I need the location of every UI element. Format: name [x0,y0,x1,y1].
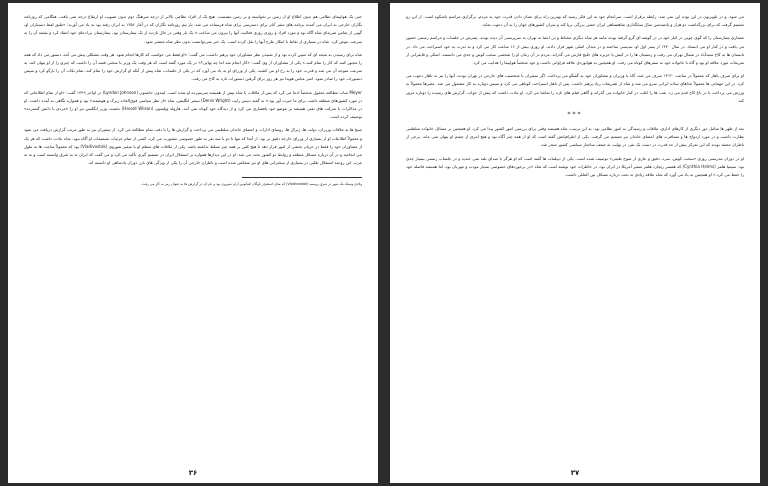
right-paragraph-3: او برای صرف ناهار که معمولاً در ساعت ۱۳:۳۰ صرف می شد، گاه با وزیران و مشاوران خود به گفتگو می پرداخت. اگر سفیران یا شخصیت های خارجی در تهران بودند، آنها را نیز به ناهار دعوت می کرد. در این مهمانی ها معمولاً غذاهای ساده ایرانی سرو می شد و شاه از تشریفات زیاد پرهیز داشت. پس از ناهار استراحت کوتاهی می کرد و سپس دوباره به کار مشغول می شد. عصرها معمولاً به ورزش می پرداخت یا در باغ کاخ قدم می زد. شب ها را اغلب در کنار خانواده می گذراند و گاهی فیلم های تازه را تماشا می کرد. او عادت داشت که پیش از خواب، گزارش های رسیده را دوباره مرور کند. [406,73,744,103]
left-paragraph-1: حتی یک هواپیمای نظامی هم بدون اطلاع او از زمین بر نخواسته و بر زمین ننشست. هیچ یک از افراد نظامی بالاتر از درجه سرهنگ دوم بدون تصویب او ارتقاع درجه نمی یافت. هنگامی که روزنامه نگاران خارجی به ایران می آمدند برنامه های سفر آنان برای دسترسی برای شاه فرستاده می شد. بار تیم روزنامه نگاران که در آغاز ۱۳۵۶ به ایران رفته بود به یاد می آورند: «طبق لفظ دستیاران او، گویی از تماس ضربه‌ای شاه آگاه بود و مورد افراد و روزی روزی فعالیت آنها را بیرون می ساخت.» یک بار وقتی در حال بازدید از یک بیمارستان بود، بیمارستان بی‌ادعای خود انتقاد کرد و نقشه آن را به سرعت عوض کرد. شاه در بسیاری از نقاط با ابتکار طرح آنها را نقل کرده است. یک خبر نمی‌توانست بدون نظر شاه منتشر شود. [24,14,363,44]
left-page [8,3,378,483]
section-separator: *** [567,111,583,119]
right-page [390,3,760,483]
page-number-right: ۳۷ [570,469,580,477]
left-paragraph-3: Meyer ساب مطالعه معقول شخصاً ادعا می کرد که پس از ملاقات با شاه بیش از همیشه سرسپرده او شده است. لیندون جانسون (Lyndon Johnson) در اواخر ۱۳۴۹ گفت: «او از تمام اطلاعاتی که در مورد کشورهای منطقه داشت برای ما حیرت آور بود.» به گفته دنیس رایت (Denis Wright) سفیر انگلیس، شاه «از نظر سیاسی فوق‌العاده زیرک و هوشمند» بود و همواره نگاهی به آینده داشت. او در مذاکرات با شرکت های نفتی همیشه بر موضع خود پافشاری می کرد و از دیدگاه خود کوتاه نمی آمد. هارولد ویلسون (Harold Wilson) نخست وزیر انگلیس نیز او را «مردی با دانش گسترده» توصیف کرده است. [24,89,362,120]
left-paragraph-2: شاه برای رسیدن به نتیجه ای که تعیین کرده بود و از شنیدن نظر مشاوران خود پرهیز داشت، می گفت: «او فقط می خواست که کارها انجام شود. هر وقت مشکلی پیش می آمد، دستور می داد که همه را مجبور کنند که کار را تمام کنند.» یکی از مشاوران از وی گفت: «کار انجام شد اما چه بهایی؟» در یک مورد گفته است که هر وقت یک وزیر با سختی قصد آن را داشت که چیزی را از او پنهان کند، به سرعت متوجه آن می شد و قدرت خود را به رخ او می کشید. یکی از وزرای او به یاد می آورد که در یکی از جلسات، شاه پیش از آنکه او گزارش خود را تمام کند، تمام نکات آن را بازگو کرد و سپس دستورات خود را صادر نمود. امیر عباس هویدا نیز هر روز برای گرفتن دستورات تازه به کاخ می رفت. [24,51,362,82]
left-paragraph-4: صبح ها به ملاقات وزیران، دولت ها، ژنرال ها، روسای ادارات و اعضای خاندان سلطنتی می پرداخت و گزارش ها را با دقت تمام مطالعه می کرد. از سفیران نیز به طور مرتب گزارش دریافت می نمود و معمولاً اطلاعات او از بسیاری از وزرای خارجه دقیق تر بود. از آنجا که تنها با دو یا سه نفر به طور خصوصی مشورت می کرد، کسی از تمام جزئیات تصمیمات او آگاه نبود. شاه عادت داشت که هر یک از مشاوران خود را فقط در جریان بخشی از امور قرار دهد تا هیچ کس بر همه چیز تسلط نداشته باشد. یکی از ملاقات های منظم او با سفیر شوروی (Vladivostok) بود که معمولاً ساعت ها به طول می انجامید و در آن درباره مسائل منطقه و روابط دو کشور بحث می شد. او در این دیدارها همواره بر استقلال ایران در تصمیم گیری تأکید می کرد و می گفت که ایران نه به شرق وابسته است و نه به غرب. این روحیه استقلال طلبی در بسیاری از سخنرانی های او نیز منعکس شده است و ناظران خارجی آن را یکی از ویژگی های بارز دوران پادشاهی او دانسته اند. [24,127,362,166]
right-paragraph-1: می شود. و در تلویزیون در این بوده این نمی شد. رابطه برقرار است. سرانجام خود به این فکر رسید که بهترین راه برای نشان دادن قدرت خود به مردم، برگزاری مراسم باشکوه است. از این رو تصمیم گرفت که برای بزرگداشت دو هزار و پانصدمین سال بنیانگذاری شاهنشاهی ایران جشن بزرگی برپا کند و سران کشورهای جهان را به آن دعوت نماید. [406,14,744,28]
footnote: ولادی وستک یک شهر در شرق روسیه (Vladivostok) که محل استقرار ناوگان اقیانوس آرام شوروی بود و نام آن در گزارش ها به عنوان رمز به کار می رفت. [141,182,362,187]
right-paragraph-4: بعد از ظهر ها شامل دور دیگری از کارهای اداری، ملاقات و رسیدگی به امور نظامی بود. به این ترتیب، شاه همیشه وقتی برای بررسی امور کشور پیدا می کرد. او همچنین بر مسائل خانواده سلطنتی نظارت داشت و در مورد ازدواج ها و مسافرت های اعضای خاندان نیز تصمیم می گرفت. یکی از اطرافیانش گفته است که او از همه چیز آگاه بود و هیچ امری از چشم او پنهان نمی ماند. برخی از ناظران معتقد بودند که این تمرکز بیش از حد قدرت در دست یک نفر، در نهایت به ضعف ساختار سیاسی کشور منجر شد. [406,126,744,148]
right-paragraph-2: معماری تیمارستان را که گوی چوبی در کنار خود در در گوشه ای گرو گرفته بودند مانند هر شاه دیگری محتاط و بی اعتنا به تهران به سرپرستی آن دیده بودند. پسرش در جلسات و مراسم رسمی حضور می یافت و در کنار او می ایستاد. در سال ۱۳۴۰ از پسر اول او، تندیسی ساختند و در میدان اصلی شهر قرار دادند. او روزی بیش از ۱۶ ساعت کار می کرد و به ندرت به خود استراحت می داد. در تابستان ها به کاخ سعدآباد در شمال تهران می رفت و زمستان ها را در کیش یا جزیره های خلیج فارس می گذراند. مردم در آن زمان او را شخصی سخت کوش و جدی می دانستند. اسکی و قایقرانی از تفریحات مورد علاقه او بود و گاه با خانواده خود به سفرهای کوتاه می رفت. او همچنین به هوانوردی علاقه فراوانی داشت و خود شخصاً هواپیما را هدایت می کرد. [406,35,745,66]
page-number-left: ۳۶ [188,469,198,477]
right-paragraph-5: او در دوران تندرستی روزی «سخت کوش، سرد، دقیق و عاری از شوخ طبعی» توصیف شده است. یکی از دیپلمات ها گفته است که او هرگز با صدای بلند نمی خندید و در جلسات رسمی بسیار جدی بود. سینتیا هلمز (Cynthia Helms) که همسر ریچارد هلمز سفیر آمریکا در ایران بود، در خاطرات خود نوشته است که شاه «در برخوردهای خصوصی بسیار مودب و مهربان بود، اما همیشه فاصله خود را حفظ می کرد.» او همچنین به یاد می آورد که شاه علاقه زیادی به بحث درباره مسائل بین المللی داشت. [406,155,744,178]
footnote-divider [242,177,362,178]
